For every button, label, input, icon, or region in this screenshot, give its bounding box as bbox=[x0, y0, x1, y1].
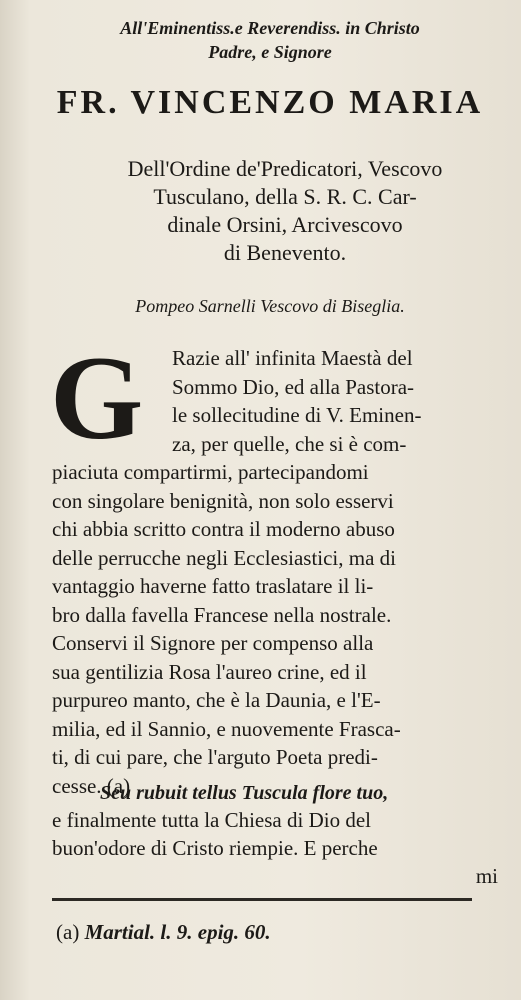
title-line: Tusculano, della S. R. C. Car- bbox=[153, 184, 417, 209]
recipient-name: FR. VINCENZO MARIA bbox=[56, 84, 484, 121]
footnote-mark: (a) bbox=[56, 920, 80, 944]
dedication-heading bbox=[40, 16, 500, 64]
body-line: con singolare benignità, non solo esservi bbox=[52, 488, 394, 513]
body-line: piaciuta compartirmi, partecipandomi bbox=[52, 460, 369, 484]
body-line: milia, ed il Sannio, e nuovemente Frasca- bbox=[52, 716, 401, 741]
footnote bbox=[56, 920, 476, 945]
body-line: chi abbia scritto contra il moderno abuso bbox=[52, 517, 395, 541]
body-continuation bbox=[52, 806, 498, 890]
body-line: bro dalla favella Francese nella nostrale. bbox=[52, 602, 392, 627]
title-line: Dell'Ordine de'Predicatori, Vescovo bbox=[127, 156, 443, 181]
body-line: buon'odore di Cristo riempie. E perche bbox=[52, 836, 378, 860]
body-line: le sollecitudine di V. Eminen- bbox=[172, 403, 422, 427]
body-line: sua gentilizia Rosa l'aureo crine, ed il bbox=[52, 659, 367, 684]
body-line: Sommo Dio, ed alla Pastora- bbox=[172, 374, 415, 399]
body-line: cesse. (a) bbox=[52, 773, 131, 798]
author-line: Pompeo Sarnelli Vescovo di Biseglia. bbox=[135, 296, 405, 316]
dedication-line-2: Padre, e Signore bbox=[208, 42, 332, 62]
body-line: vantaggio haverne fatto traslatare il li- bbox=[52, 574, 374, 598]
recipient-titles bbox=[70, 155, 500, 267]
title-line: dinale Orsini, Arcivescovo bbox=[167, 212, 403, 237]
latin-verse-quote: Seu rubuit tellus Tuscula flore tuo, bbox=[100, 782, 389, 804]
footnote-reference: Martial. l. 9. epig. 60. bbox=[84, 920, 271, 944]
body-line: Conservi il Signore per compenso alla bbox=[52, 631, 374, 655]
body-paragraph bbox=[52, 344, 496, 800]
footnote-divider bbox=[52, 898, 472, 901]
catchword: mi bbox=[475, 864, 498, 888]
body-line: Razie all' infinita Maestà del bbox=[172, 346, 413, 370]
title-line: di Benevento. bbox=[223, 240, 347, 265]
body-line: e finalmente tutta la Chiesa di Dio del bbox=[52, 808, 371, 832]
body-line: ti, di cui pare, che l'arguto Poeta predi- bbox=[52, 745, 378, 769]
drop-cap-letter: G bbox=[50, 331, 144, 464]
body-line: purpureo manto, che è la Daunia, e l'E- bbox=[52, 688, 381, 712]
body-line: delle perrucche negli Ecclesiastici, ma di bbox=[52, 545, 397, 570]
dedication-line-1: All'Eminentiss.e Reverendiss. in Christo bbox=[120, 18, 420, 38]
body-line: za, per quelle, che si è com- bbox=[172, 431, 407, 456]
